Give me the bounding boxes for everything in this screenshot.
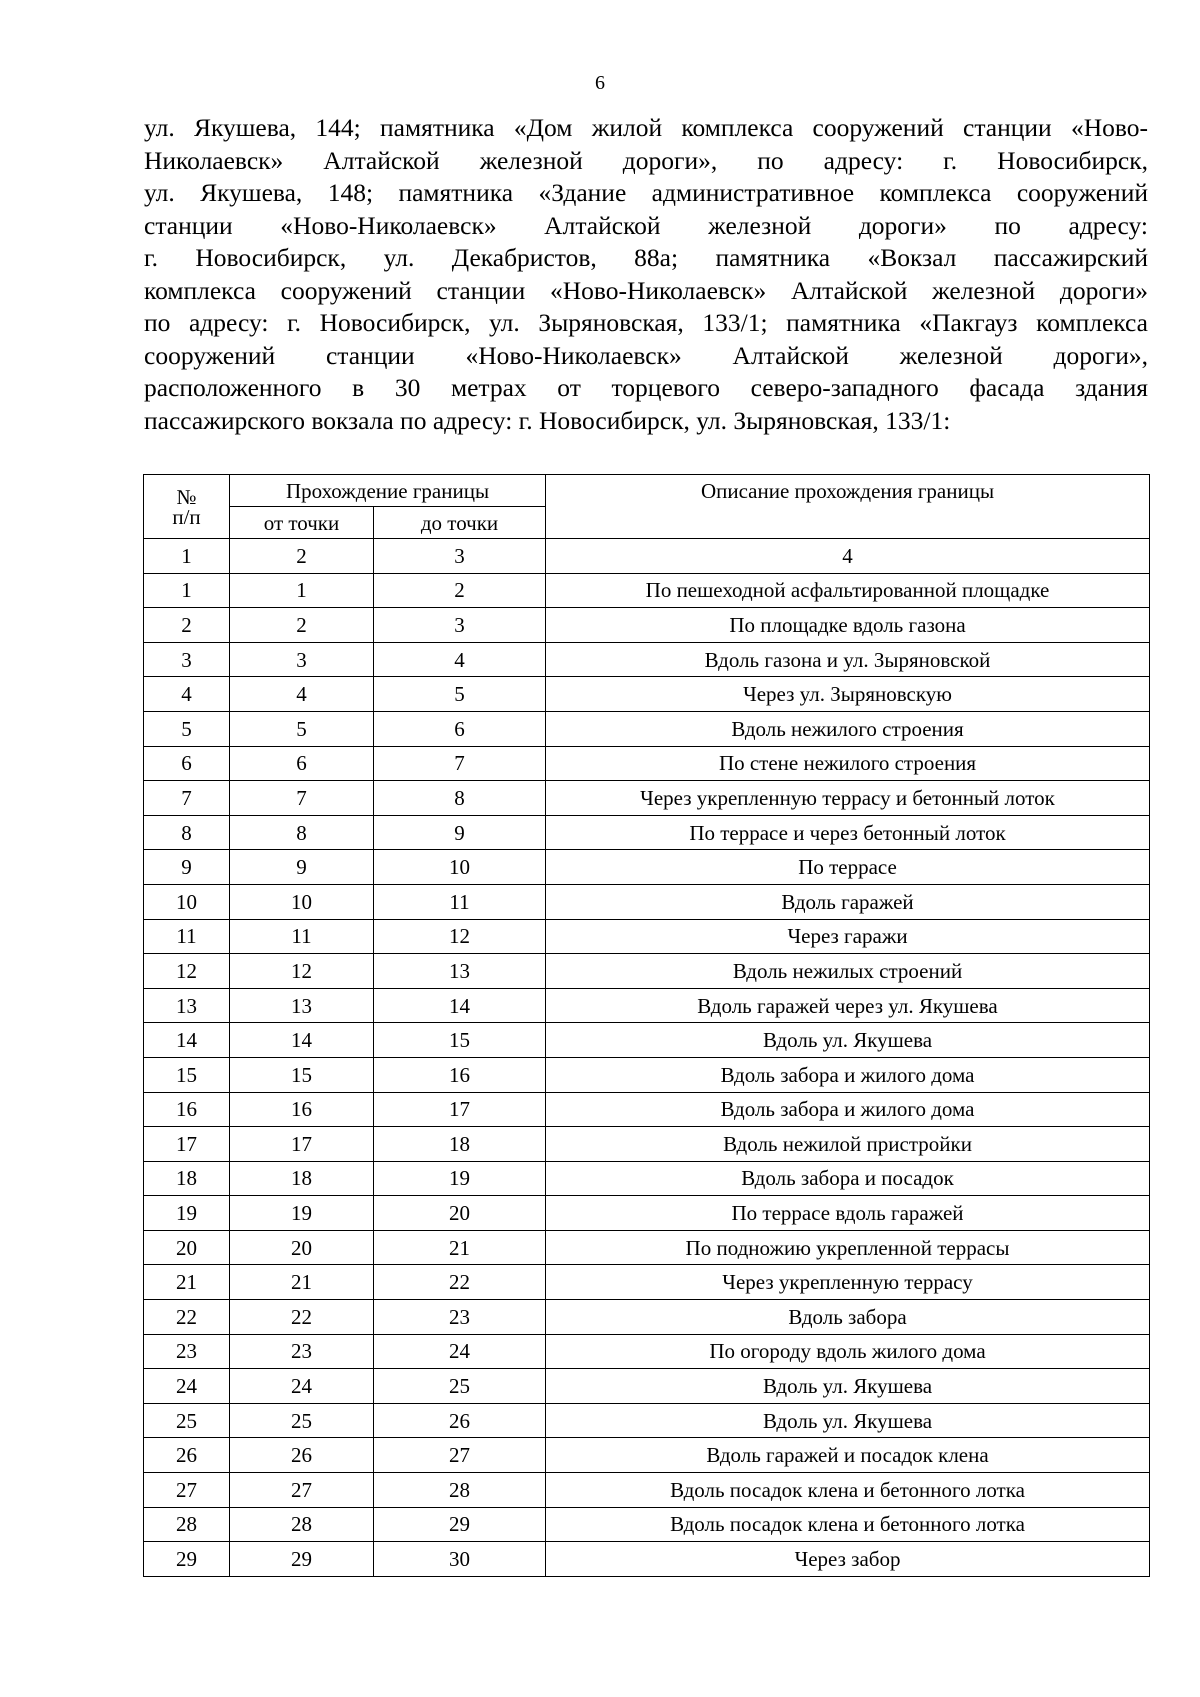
cell-row-number: 3 [144,642,230,677]
cell-to-point: 22 [374,1265,546,1300]
cell-to-point: 25 [374,1369,546,1404]
cell-to-point: 30 [374,1542,546,1577]
cell-to-point: 26 [374,1403,546,1438]
cell-description: Вдоль гаражей через ул. Якушева [546,988,1150,1023]
cell-row-number: 24 [144,1369,230,1404]
table-row [144,954,1150,989]
table-row [144,1542,1150,1577]
cell-from-point: 18 [230,1161,374,1196]
header-number-pp: п/п [172,504,201,529]
cell-from-point: 8 [230,815,374,850]
cell-from-point: 14 [230,1023,374,1058]
cell-to-point: 24 [374,1334,546,1369]
table-row [144,711,1150,746]
table-row [144,1403,1150,1438]
cell-description: Вдоль нежилого строения [546,711,1150,746]
header-number [144,475,230,539]
cell-row-number: 28 [144,1507,230,1542]
cell-row-number: 11 [144,919,230,954]
cell-to-point: 21 [374,1230,546,1265]
cell-from-point: 10 [230,884,374,919]
table-row [144,815,1150,850]
column-number: 4 [546,539,1150,574]
cell-to-point: 4 [374,642,546,677]
cell-row-number: 10 [144,884,230,919]
cell-row-number: 4 [144,677,230,712]
cell-from-point: 13 [230,988,374,1023]
cell-description: По террасе вдоль гаражей [546,1196,1150,1231]
cell-description: По террасе и через бетонный лоток [546,815,1150,850]
cell-from-point: 12 [230,954,374,989]
header-from-point: от точки [230,507,374,539]
intro-line: сооружений станции «Ново-Николаевск» Алтайской железной дороги», [144,340,1148,370]
cell-to-point: 28 [374,1473,546,1508]
cell-description: Вдоль посадок клена и бетонного лотка [546,1473,1150,1508]
cell-description: По площадке вдоль газона [546,608,1150,643]
cell-to-point: 20 [374,1196,546,1231]
cell-to-point: 17 [374,1092,546,1127]
cell-from-point: 11 [230,919,374,954]
cell-description: Вдоль ул. Якушева [546,1403,1150,1438]
table-row [144,642,1150,677]
cell-row-number: 25 [144,1403,230,1438]
cell-description: Вдоль ул. Якушева [546,1023,1150,1058]
cell-to-point: 9 [374,815,546,850]
table-row [144,1161,1150,1196]
cell-from-point: 17 [230,1127,374,1162]
cell-description: Вдоль ул. Якушева [546,1369,1150,1404]
cell-row-number: 5 [144,711,230,746]
cell-to-point: 2 [374,573,546,608]
cell-row-number: 18 [144,1161,230,1196]
cell-description: Вдоль посадок клена и бетонного лотка [546,1507,1150,1542]
table-row [144,1092,1150,1127]
header-number-symbol: № [176,484,197,509]
header-passage: Прохождение границы [230,475,546,507]
cell-description: Через ул. Зыряновскую [546,677,1150,712]
table-row [144,677,1150,712]
table-row [144,608,1150,643]
cell-row-number: 14 [144,1023,230,1058]
table-row [144,746,1150,781]
cell-description: Вдоль нежилой пристройки [546,1127,1150,1162]
cell-row-number: 20 [144,1230,230,1265]
cell-from-point: 9 [230,850,374,885]
cell-row-number: 26 [144,1438,230,1473]
intro-line: по адресу: г. Новосибирск, ул. Зыряновская, 133/1; памятника «Пакгауз комплекса [144,308,1148,337]
cell-from-point: 25 [230,1403,374,1438]
cell-description: Через гаражи [546,919,1150,954]
table-row [144,781,1150,816]
table-row [144,1334,1150,1369]
cell-description: Вдоль забора [546,1300,1150,1335]
cell-to-point: 7 [374,746,546,781]
intro-paragraph [144,112,1148,437]
cell-from-point: 1 [230,573,374,608]
cell-row-number: 7 [144,781,230,816]
intro-line: расположенного в 30 метрах от торцевого северо-западного фасада здания [144,373,1148,402]
table-row [144,1230,1150,1265]
cell-to-point: 10 [374,850,546,885]
intro-line: ул. Якушева, 148; памятника «Здание административное комплекса сооружений [144,178,1148,207]
cell-row-number: 13 [144,988,230,1023]
cell-description: Вдоль гаражей [546,884,1150,919]
cell-from-point: 23 [230,1334,374,1369]
cell-from-point: 28 [230,1507,374,1542]
table-row [144,1369,1150,1404]
cell-description: По стене нежилого строения [546,746,1150,781]
cell-to-point: 12 [374,919,546,954]
cell-row-number: 22 [144,1300,230,1335]
cell-row-number: 2 [144,608,230,643]
cell-description: По огороду вдоль жилого дома [546,1334,1150,1369]
table-row [144,1127,1150,1162]
column-number: 2 [230,539,374,574]
cell-to-point: 19 [374,1161,546,1196]
cell-to-point: 27 [374,1438,546,1473]
cell-to-point: 8 [374,781,546,816]
table-row [144,1265,1150,1300]
cell-row-number: 8 [144,815,230,850]
cell-description: Вдоль забора и жилого дома [546,1092,1150,1127]
table-row [144,1300,1150,1335]
cell-description: По пешеходной асфальтированной площадке [546,573,1150,608]
cell-from-point: 20 [230,1230,374,1265]
cell-row-number: 1 [144,573,230,608]
cell-from-point: 26 [230,1438,374,1473]
cell-row-number: 19 [144,1196,230,1231]
page-number: 6 [595,72,605,94]
cell-row-number: 21 [144,1265,230,1300]
cell-from-point: 16 [230,1092,374,1127]
cell-to-point: 16 [374,1057,546,1092]
cell-from-point: 29 [230,1542,374,1577]
cell-description: Через укрепленную террасу и бетонный лоток [546,781,1150,816]
table-row [144,850,1150,885]
header-to-point: до точки [374,507,546,539]
cell-description: По террасе [546,850,1150,885]
cell-row-number: 17 [144,1127,230,1162]
intro-line: комплекса сооружений станции «Ново-Николаевск» Алтайской железной дороги» [144,275,1148,305]
cell-row-number: 12 [144,954,230,989]
cell-to-point: 18 [374,1127,546,1162]
column-number: 1 [144,539,230,574]
cell-row-number: 9 [144,850,230,885]
intro-line: Николаевск» Алтайской железной дороги», по адресу: г. Новосибирск, [144,145,1148,175]
cell-to-point: 14 [374,988,546,1023]
cell-row-number: 15 [144,1057,230,1092]
cell-from-point: 3 [230,642,374,677]
cell-from-point: 7 [230,781,374,816]
table-row [144,1438,1150,1473]
table-row [144,988,1150,1023]
intro-line: г. Новосибирск, ул. Декабристов, 88а; памятника «Вокзал пассажирский [144,243,1148,272]
cell-from-point: 27 [230,1473,374,1508]
table-row [144,1057,1150,1092]
cell-description: По подножию укрепленной террасы [546,1230,1150,1265]
cell-from-point: 5 [230,711,374,746]
cell-row-number: 27 [144,1473,230,1508]
cell-row-number: 23 [144,1334,230,1369]
cell-description: Через укрепленную террасу [546,1265,1150,1300]
cell-to-point: 15 [374,1023,546,1058]
cell-to-point: 5 [374,677,546,712]
table-row [144,1473,1150,1508]
cell-to-point: 6 [374,711,546,746]
cell-to-point: 11 [374,884,546,919]
cell-description: Вдоль забора и посадок [546,1161,1150,1196]
table-row [144,1023,1150,1058]
cell-from-point: 24 [230,1369,374,1404]
cell-description: Вдоль забора и жилого дома [546,1057,1150,1092]
table-row [144,1507,1150,1542]
intro-line: пассажирского вокзала по адресу: г. Новосибирск, ул. Зыряновская, 133/1: [144,405,951,435]
intro-line: станции «Ново-Николаевск» Алтайской железной дороги» по адресу: [144,210,1148,240]
cell-to-point: 23 [374,1300,546,1335]
cell-row-number: 29 [144,1542,230,1577]
cell-row-number: 6 [144,746,230,781]
cell-description: Вдоль нежилых строений [546,954,1150,989]
cell-description: Вдоль газона и ул. Зыряновской [546,642,1150,677]
cell-from-point: 19 [230,1196,374,1231]
cell-from-point: 6 [230,746,374,781]
cell-to-point: 13 [374,954,546,989]
cell-to-point: 29 [374,1507,546,1542]
column-number: 3 [374,539,546,574]
table-row [144,919,1150,954]
header-description: Описание прохождения границы [546,475,1150,539]
cell-to-point: 3 [374,608,546,643]
intro-line: ул. Якушева, 144; памятника «Дом жилой комплекса сооружений станции «Ново- [144,113,1148,142]
cell-from-point: 2 [230,608,374,643]
cell-description: Вдоль гаражей и посадок клена [546,1438,1150,1473]
cell-row-number: 16 [144,1092,230,1127]
table-row [144,884,1150,919]
cell-from-point: 21 [230,1265,374,1300]
table-header-row [144,475,1150,507]
table-row [144,1196,1150,1231]
cell-from-point: 15 [230,1057,374,1092]
cell-from-point: 4 [230,677,374,712]
boundary-table [143,474,1150,1577]
column-number-row [144,539,1150,574]
cell-description: Через забор [546,1542,1150,1577]
cell-from-point: 22 [230,1300,374,1335]
table-row [144,573,1150,608]
